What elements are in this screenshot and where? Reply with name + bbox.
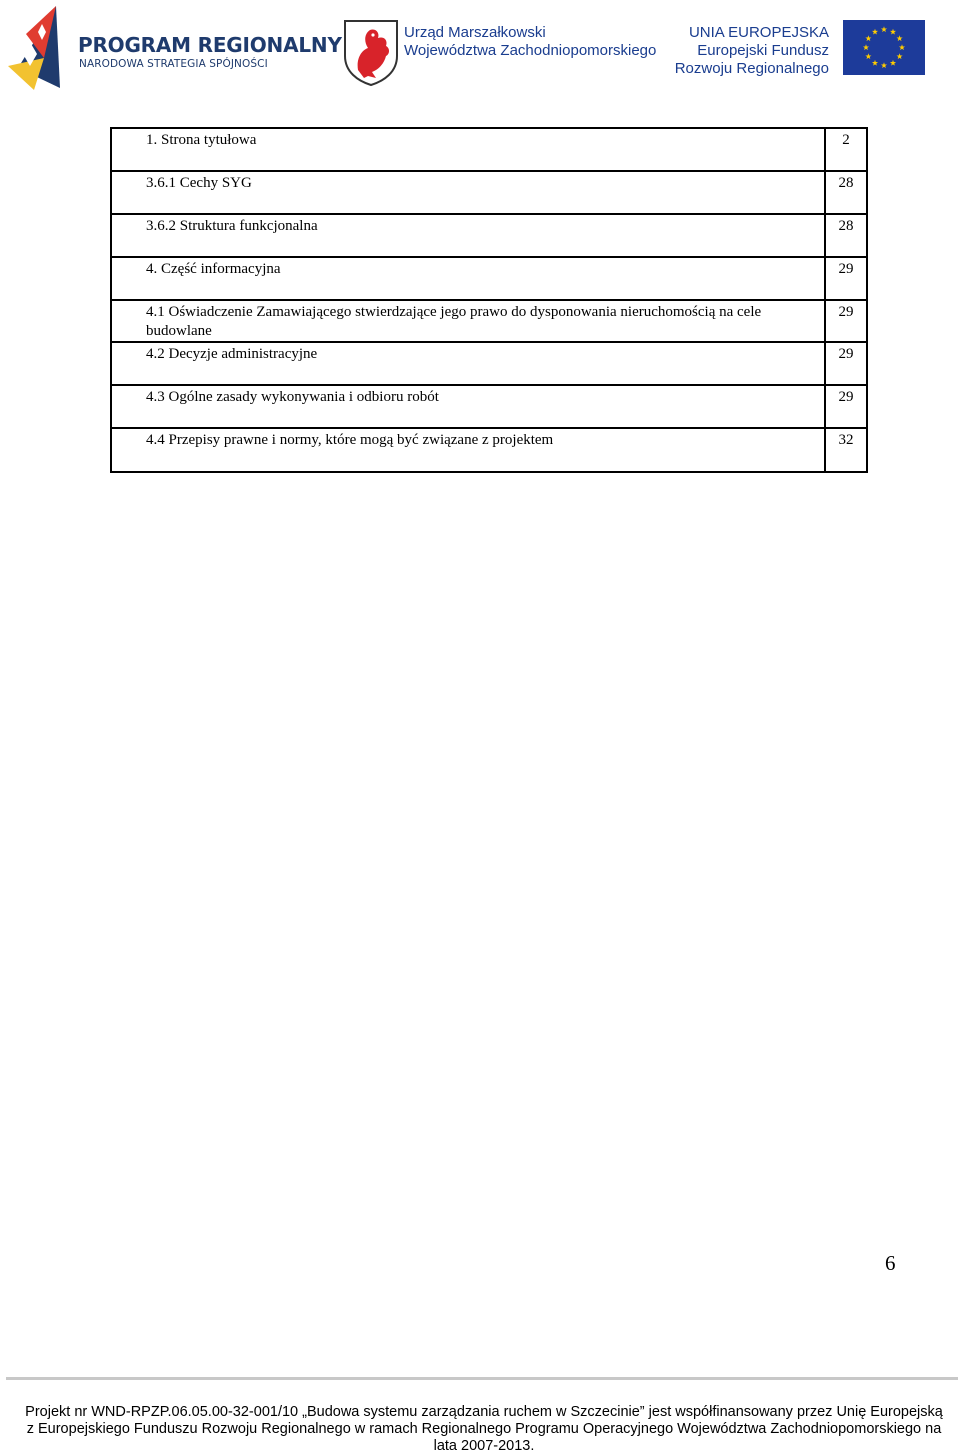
toc-row — [111, 385, 867, 428]
eu-line2: Europejski Fundusz — [697, 42, 829, 59]
regional-office-line2: Województwa Zachodniopomorskiego — [404, 42, 657, 59]
eu-flag-icon — [843, 20, 925, 75]
toc-entry-page: 29 — [825, 300, 867, 342]
toc-entry-title: 4.3 Ogólne zasady wykonywania i odbioru robót — [111, 385, 825, 428]
toc-row — [111, 214, 867, 257]
toc-entry-title: 1. Strona tytułowa — [111, 128, 825, 171]
toc-row — [111, 257, 867, 300]
toc-entry-title: 4.4 Przepisy prawne i normy, które mogą być związane z projektem — [111, 428, 825, 472]
toc-row — [111, 300, 867, 342]
program-regionalny-subtitle: NARODOWA STRATEGIA SPÓJNOŚCI — [79, 58, 268, 70]
griffin-coat-of-arms-icon — [342, 18, 400, 86]
eu-line1: UNIA EUROPEJSKA — [688, 24, 829, 41]
toc-entry-page: 2 — [825, 128, 867, 171]
toc-entry-title: 3.6.1 Cechy SYG — [111, 171, 825, 214]
toc-row — [111, 428, 867, 472]
toc-row — [111, 171, 867, 214]
toc-entry-page: 29 — [825, 385, 867, 428]
eu-fund-name — [675, 24, 829, 78]
toc-entry-title: 4.1 Oświadczenie Zamawiającego stwierdzające jego prawo do dysponowania nieruchomością na cele budowlane — [111, 300, 825, 342]
toc-entry-page: 29 — [825, 342, 867, 385]
program-regionalny-title: PROGRAM REGIONALNY — [78, 33, 342, 57]
toc-entry-title: 4.2 Decyzje administracyjne — [111, 342, 825, 385]
toc-entry-page: 29 — [825, 257, 867, 300]
toc-entry-page: 28 — [825, 214, 867, 257]
footer-line3: lata 2007-2013. — [433, 1438, 535, 1454]
footer-line2: z Europejskiego Funduszu Rozwoju Regionalnego w ramach Regionalnego Programu Operacyjnego Województwa Zachodniopomorskiego na — [26, 1421, 942, 1437]
footer-divider — [6, 1377, 958, 1380]
toc-entry-page: 32 — [825, 428, 867, 472]
regional-office-line1: Urząd Marszałkowski — [404, 24, 546, 41]
regional-office-name — [404, 24, 656, 60]
toc-entry-page: 28 — [825, 171, 867, 214]
toc-row — [111, 128, 867, 171]
toc-entry-title: 4. Część informacyjna — [111, 257, 825, 300]
footer-project-info — [8, 1404, 960, 1455]
table-of-contents — [110, 127, 868, 473]
footer-line1: Projekt nr WND-RPZP.06.05.00-32-001/10 „Budowa systemu zarządzania ruchem w Szczecinie” jest współfinansowany przez Unię Europejską — [25, 1404, 943, 1420]
eu-line3: Rozwoju Regionalnego — [674, 60, 829, 77]
toc-row — [111, 342, 867, 385]
page-number: 6 — [885, 1251, 896, 1275]
toc-entry-title: 3.6.2 Struktura funkcjonalna — [111, 214, 825, 257]
